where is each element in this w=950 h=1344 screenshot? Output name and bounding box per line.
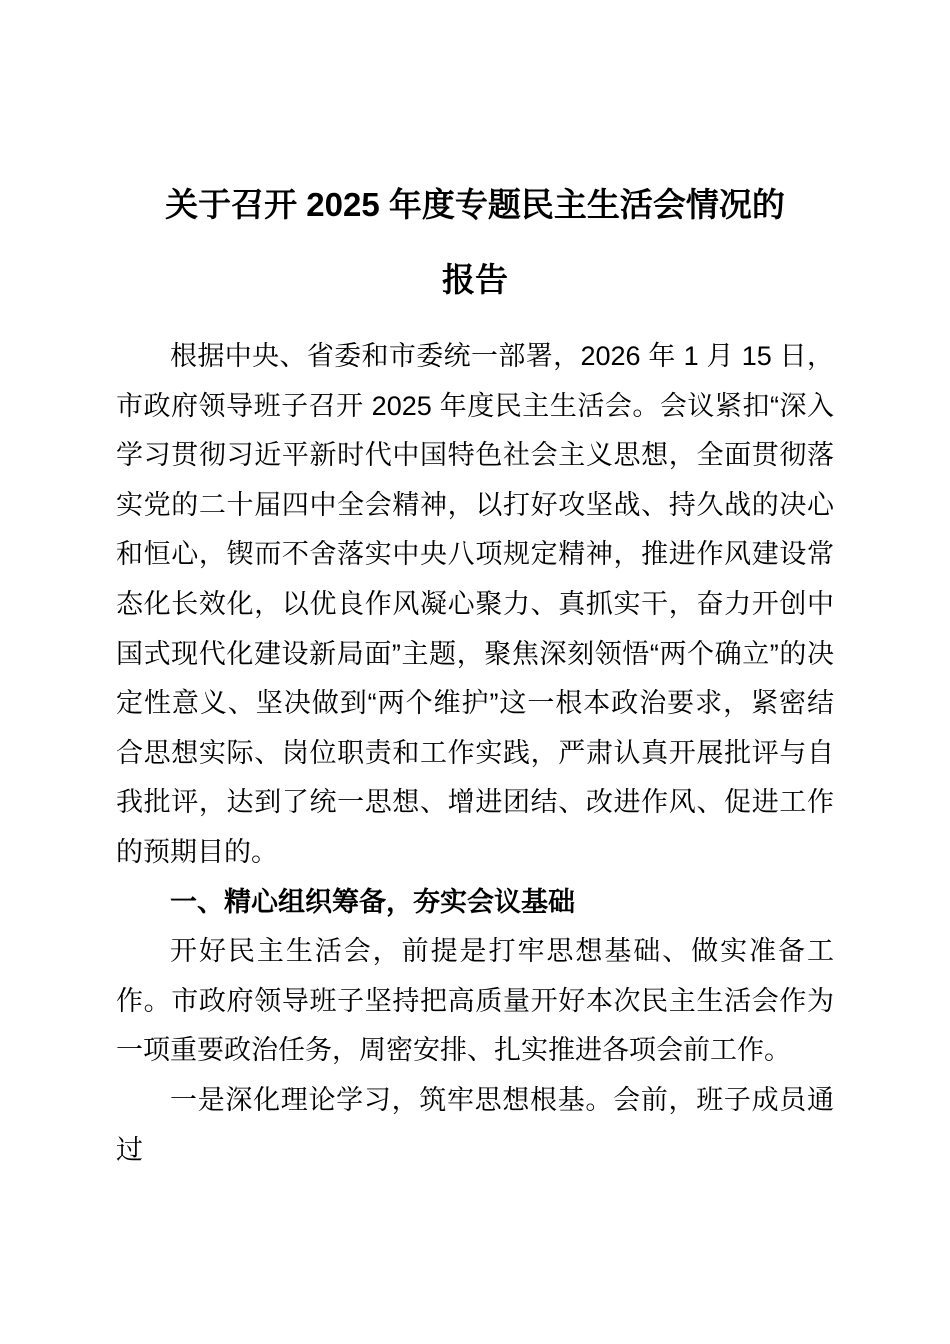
- body-paragraph: 开好民主生活会，前提是打牢思想基础、做实准备工作。市政府领导班子坚持把高质量开好本次民主生活会作为一项重要政治任务，周密安排、扎实推进各项会前工作。: [116, 936, 834, 1066]
- document-title-line-1: 关于召开 2025 年度专题民主生活会情况的: [165, 186, 785, 223]
- body-paragraph: 根据中央、省委和市委统一部署，2026 年 1 月 15 日，市政府领导班子召开 2025 年度民主生活会。会议紧扣“深入学习贯彻习近平新时代中国特色社会主义思想，全面贯彻落实党的二十届四中全会精神，以打好攻坚战、持久战的决心和恒心，锲而不舍落实中央八项规定精神，推进作风建设常态化长效化，以优良作风凝心聚力、真抓实干，奋力开创中国式现代化建设新局面”主题，聚焦深刻领悟“两个确立”的决定性意义、坚决做到“两个维护”这一根本政治要求，紧密结合思想实际、岗位职责和工作实践，严肃认真开展批评与自我批评，达到了统一思想、增进团结、改进作风、促进工作的预期目的。: [116, 341, 834, 867]
- body-paragraph: 一是深化理论学习，筑牢思想根基。会前，班子成员通过: [116, 1084, 834, 1165]
- document-title: [116, 167, 834, 317]
- section-heading: 一、精心组织筹备，夯实会议基础: [170, 886, 575, 917]
- document-body: [116, 332, 834, 1175]
- document-title-line-2: 报告: [442, 261, 508, 298]
